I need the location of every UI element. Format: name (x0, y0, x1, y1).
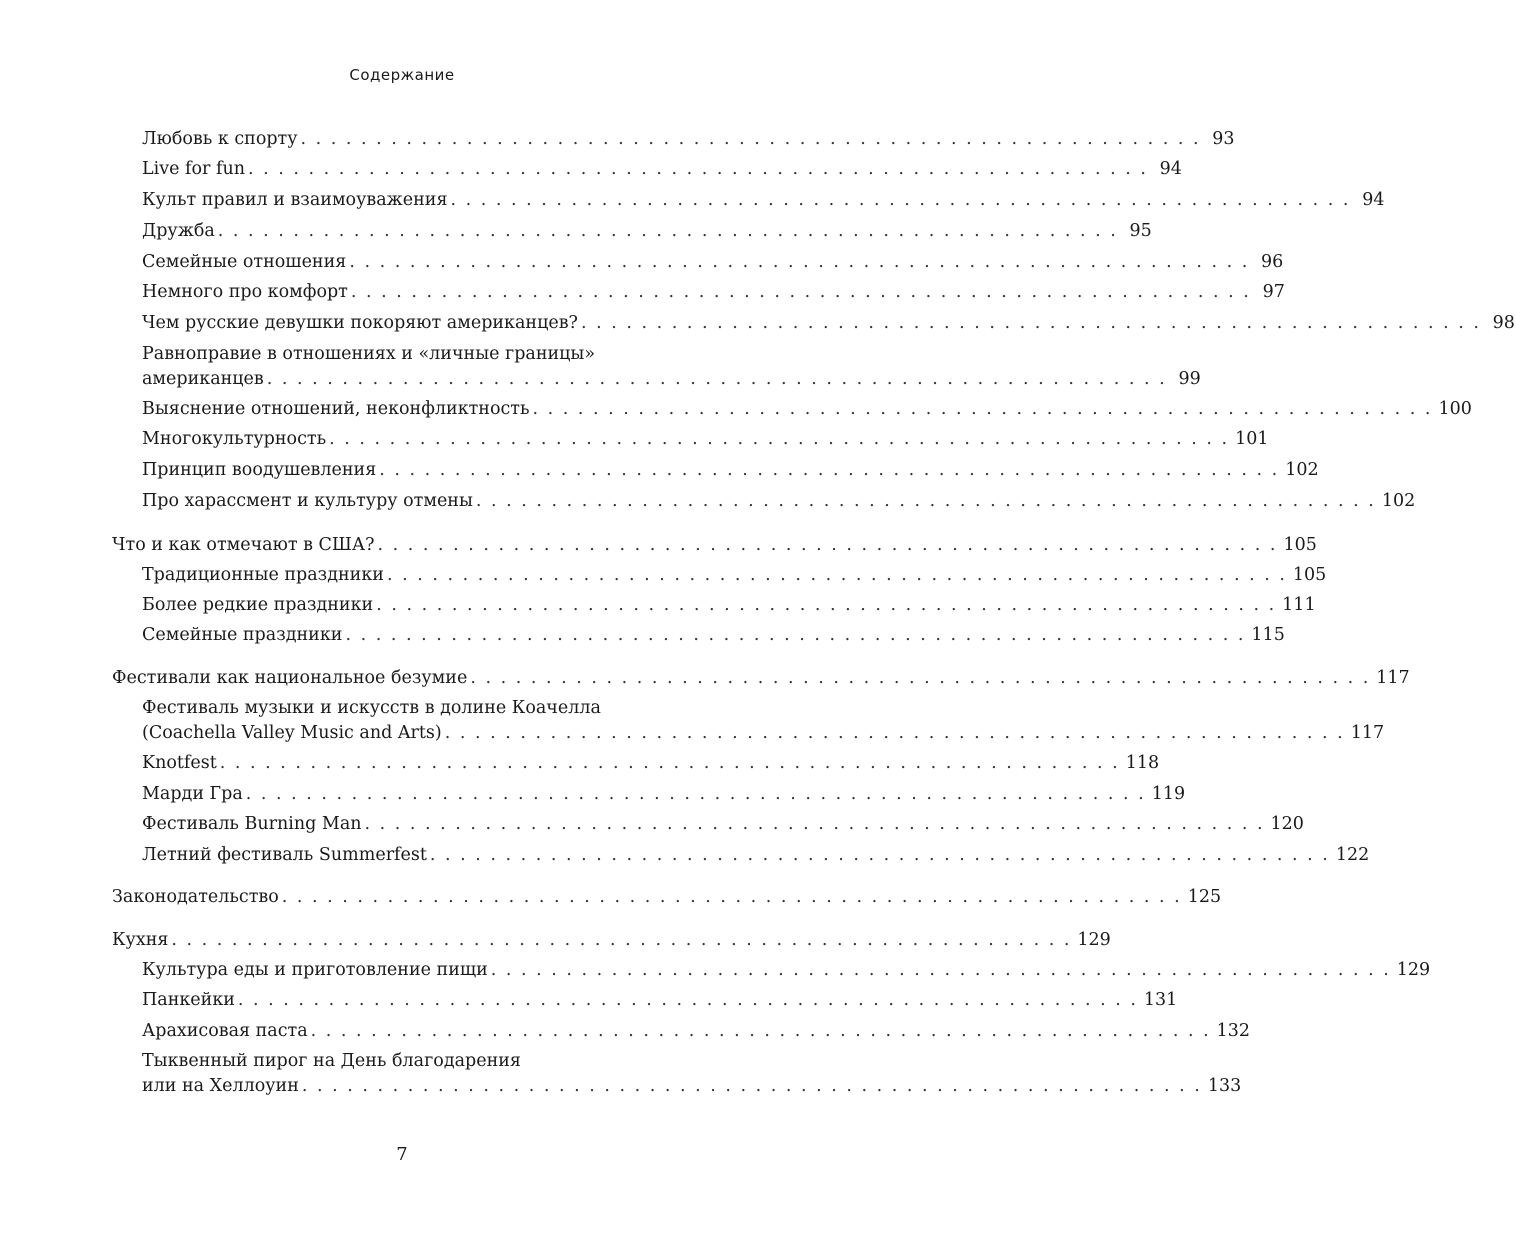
toc-chapter (112, 663, 1410, 693)
dot-leader: . . . . . . . . . . . . . . . . . . . . . . . . . . . . . . . . . . . . . . . . . . . . . . . . . . . . . . . . . . . . (475, 491, 1376, 511)
toc-entry-title-line: Тыквенный пирог на День благодарения (142, 1051, 521, 1071)
toc-entry (142, 277, 1285, 307)
toc-entry-title: Про харассмент и культуру отмены (142, 491, 473, 511)
toc-entry-page: 115 (1251, 625, 1285, 645)
toc-entry-page: 122 (1335, 845, 1370, 865)
dot-leader: . . . . . . . . . . . . . . . . . . . . . . . . . . . . . . . . . . . . . . . . . . . . . . . . . . . . . . . . . . . . (532, 399, 1433, 419)
toc-entry-page: 98 (1492, 313, 1515, 333)
page-number: 7 (396, 1144, 408, 1165)
toc-entry (142, 216, 1152, 246)
dot-leader: . . . . . . . . . . . . . . . . . . . . . . . . . . . . . . . . . . . . . . . . . . . . . . . . . . . . . . . . . . . . (429, 845, 1330, 865)
toc-entry-title: Семейные отношения (142, 252, 347, 272)
toc-entry-title: Более редкие праздники (142, 595, 374, 615)
dot-leader: . . . . . . . . . . . . . . . . . . . . . . . . . . . . . . . . . . . . . . . . . . . . . . . . . . . . . . . . . . . . (245, 784, 1146, 804)
toc-chapter-page: 105 (1283, 535, 1317, 555)
dot-leader: . . . . . . . . . . . . . . . . . . . . . . . . . . . . . . . . . . . . . . . . . . . . . . . . . . . . . . . . . . . . (364, 814, 1265, 834)
dot-leader: . . . . . . . . . . . . . . . . . . . . . . . . . . . . . . . . . . . . . . . . . . . . . . . . . . . . . . . . . . . . (310, 1021, 1211, 1041)
toc-entry-title: Панкейки (142, 990, 235, 1010)
toc-entry-title: Дружба (142, 221, 215, 241)
toc-entry (142, 247, 1284, 277)
toc-entry (142, 560, 1327, 590)
toc-entry (142, 455, 1319, 485)
toc-entry-page: 94 (1159, 159, 1182, 179)
toc-entry-title: Live for fun (142, 159, 245, 179)
toc-entry-page: 94 (1362, 190, 1385, 210)
toc-chapter-page: 117 (1376, 668, 1410, 688)
toc-entry (142, 718, 1385, 748)
toc-entry-page: 117 (1350, 723, 1385, 743)
dot-leader: . . . . . . . . . . . . . . . . . . . . . . . . . . . . . . . . . . . . . . . . . . . . . . . . . . . . . . . . . . . . (377, 535, 1278, 555)
toc-entry (142, 124, 1235, 154)
toc-entry-title: Многокультурность (142, 429, 327, 449)
toc-entry (142, 840, 1370, 870)
toc-entry-page: 95 (1129, 221, 1152, 241)
dot-leader: . . . . . . . . . . . . . . . . . . . . . . . . . . . . . . . . . . . . . . . . . . . . . . . . . . . . . . . . . . . . (301, 1076, 1202, 1096)
toc-chapter (112, 530, 1317, 560)
dot-leader: . . . . . . . . . . . . . . . . . . . . . . . . . . . . . . . . . . . . . . . . . . . . . . . . . . . . . . . . . . . . (219, 753, 1120, 773)
toc-entry (142, 185, 1385, 215)
toc-entry (142, 394, 1472, 424)
dot-leader: . . . . . . . . . . . . . . . . . . . . . . . . . . . . . . . . . . . . . . . . . . . . . . . . . . . . . . . . . . . . (300, 129, 1201, 149)
toc-entry-title: Выяснение отношений, неконфликтность (142, 399, 530, 419)
toc-entry (142, 424, 1269, 454)
toc-entry-page: 101 (1235, 429, 1269, 449)
toc-entry (142, 154, 1182, 184)
toc-entry-title: Культура еды и приготовление пищи (142, 960, 488, 980)
toc-entry-page: 133 (1207, 1076, 1242, 1096)
dot-leader: . . . . . . . . . . . . . . . . . . . . . . . . . . . . . . . . . . . . . . . . . . . . . . . . . . . . . . . . . . . . (266, 369, 1167, 389)
toc-entry-page: 102 (1381, 491, 1416, 511)
toc-entry-title: (Coachella Valley Music and Arts) (142, 723, 442, 743)
toc-entry (142, 590, 1316, 620)
toc-entry-title: Чем русские девушки покоряют американцев? (142, 313, 578, 333)
dot-leader: . . . . . . . . . . . . . . . . . . . . . . . . . . . . . . . . . . . . . . . . . . . . . . . . . . . . . . . . . . . . (171, 930, 1072, 950)
dot-leader: . . . . . . . . . . . . . . . . . . . . . . . . . . . . . . . . . . . . . . . . . . . . . . . . . . . . . . . . . . . . (470, 668, 1371, 688)
toc-entry-page: 99 (1178, 369, 1201, 389)
toc-entry-page: 118 (1125, 753, 1160, 773)
toc-entry (142, 955, 1431, 985)
toc-entry-page: 119 (1151, 784, 1186, 804)
dot-leader: . . . . . . . . . . . . . . . . . . . . . . . . . . . . . . . . . . . . . . . . . . . . . . . . . . . . . . . . . . . . (217, 221, 1118, 241)
toc-entry (142, 486, 1416, 516)
toc-chapter-page: 125 (1187, 887, 1222, 907)
toc-entry-page: 120 (1270, 814, 1304, 834)
toc-entry-page: 111 (1282, 595, 1316, 615)
toc-entry-page: 100 (1438, 399, 1472, 419)
dot-leader: . . . . . . . . . . . . . . . . . . . . . . . . . . . . . . . . . . . . . . . . . . . . . . . . . . . . . . . . . . . . (444, 723, 1345, 743)
dot-leader: . . . . . . . . . . . . . . . . . . . . . . . . . . . . . . . . . . . . . . . . . . . . . . . . . . . . . . . . . . . . (345, 625, 1246, 645)
toc-entry-page: 96 (1261, 252, 1284, 272)
toc-entry-page: 97 (1262, 282, 1285, 302)
toc-entry (142, 364, 1201, 394)
dot-leader: . . . . . . . . . . . . . . . . . . . . . . . . . . . . . . . . . . . . . . . . . . . . . . . . . . . . . . . . . . . . (580, 313, 1481, 333)
toc-entry-page: 132 (1216, 1021, 1251, 1041)
toc-entry-title: Фестиваль Burning Man (142, 814, 362, 834)
toc-entry-title-line: Фестиваль музыки и искусств в долине Коачелла (142, 698, 601, 718)
toc-entry-title: Knotfest (142, 753, 217, 773)
toc-entry-title-line: Равноправие в отношениях и «личные границы» (142, 344, 596, 364)
toc-entry-page: 131 (1143, 990, 1178, 1010)
toc-chapter (112, 925, 1111, 955)
toc-entry-page: 93 (1212, 129, 1235, 149)
dot-leader: . . . . . . . . . . . . . . . . . . . . . . . . . . . . . . . . . . . . . . . . . . . . . . . . . . . . . . . . . . . . (386, 565, 1287, 585)
toc-entry-title: Принцип воодушевления (142, 460, 377, 480)
dot-leader: . . . . . . . . . . . . . . . . . . . . . . . . . . . . . . . . . . . . . . . . . . . . . . . . . . . . . . . . . . . . (237, 990, 1138, 1010)
toc-entry (142, 779, 1186, 809)
toc-chapter-title: Кухня (112, 930, 169, 950)
toc-entry-title: или на Хеллоуин (142, 1076, 299, 1096)
toc-chapter-title: Фестивали как национальное безумие (112, 668, 468, 688)
dot-leader: . . . . . . . . . . . . . . . . . . . . . . . . . . . . . . . . . . . . . . . . . . . . . . . . . . . . . . . . . . . . (281, 887, 1182, 907)
running-head: Содержание (349, 66, 455, 84)
toc-chapter-page: 129 (1077, 930, 1111, 950)
toc-chapter-title: Законодательство (112, 887, 279, 907)
dot-leader: . . . . . . . . . . . . . . . . . . . . . . . . . . . . . . . . . . . . . . . . . . . . . . . . . . . . . . . . . . . . (450, 190, 1351, 210)
toc-entry-title: Арахисовая паста (142, 1021, 308, 1041)
toc-entry (142, 748, 1160, 778)
toc-entry-page: 129 (1396, 960, 1431, 980)
toc-chapter (112, 882, 1222, 912)
toc-entry (142, 620, 1285, 650)
toc-entry (142, 809, 1304, 839)
dot-leader: . . . . . . . . . . . . . . . . . . . . . . . . . . . . . . . . . . . . . . . . . . . . . . . . . . . . . . . . . . . . (376, 595, 1277, 615)
toc-entry-title: Традиционные праздники (142, 565, 384, 585)
toc-entry-title: Культ правил и взаимоуважения (142, 190, 448, 210)
toc-entry-title: Семейные праздники (142, 625, 343, 645)
toc-entry-title: Любовь к спорту (142, 129, 298, 149)
toc-entry-title: Немного про комфорт (142, 282, 348, 302)
toc-entry (142, 1071, 1242, 1101)
dot-leader: . . . . . . . . . . . . . . . . . . . . . . . . . . . . . . . . . . . . . . . . . . . . . . . . . . . . . . . . . . . . (349, 252, 1250, 272)
toc-entry (142, 308, 1515, 338)
toc-entry-title: Летний фестиваль Summerfest (142, 845, 427, 865)
toc-chapter-title: Что и как отмечают в США? (112, 535, 375, 555)
dot-leader: . . . . . . . . . . . . . . . . . . . . . . . . . . . . . . . . . . . . . . . . . . . . . . . . . . . . . . . . . . . . (379, 460, 1280, 480)
dot-leader: . . . . . . . . . . . . . . . . . . . . . . . . . . . . . . . . . . . . . . . . . . . . . . . . . . . . . . . . . . . . (490, 960, 1391, 980)
toc-entry (142, 1016, 1251, 1046)
toc-entry-title: американцев (142, 369, 264, 389)
dot-leader: . . . . . . . . . . . . . . . . . . . . . . . . . . . . . . . . . . . . . . . . . . . . . . . . . . . . . . . . . . . . (247, 159, 1148, 179)
toc-entry-page: 105 (1292, 565, 1327, 585)
dot-leader: . . . . . . . . . . . . . . . . . . . . . . . . . . . . . . . . . . . . . . . . . . . . . . . . . . . . . . . . . . . . (350, 282, 1251, 302)
toc-entry (142, 985, 1178, 1015)
toc-entry-title: Марди Гра (142, 784, 243, 804)
toc-entry-page: 102 (1285, 460, 1319, 480)
dot-leader: . . . . . . . . . . . . . . . . . . . . . . . . . . . . . . . . . . . . . . . . . . . . . . . . . . . . . . . . . . . . (329, 429, 1230, 449)
